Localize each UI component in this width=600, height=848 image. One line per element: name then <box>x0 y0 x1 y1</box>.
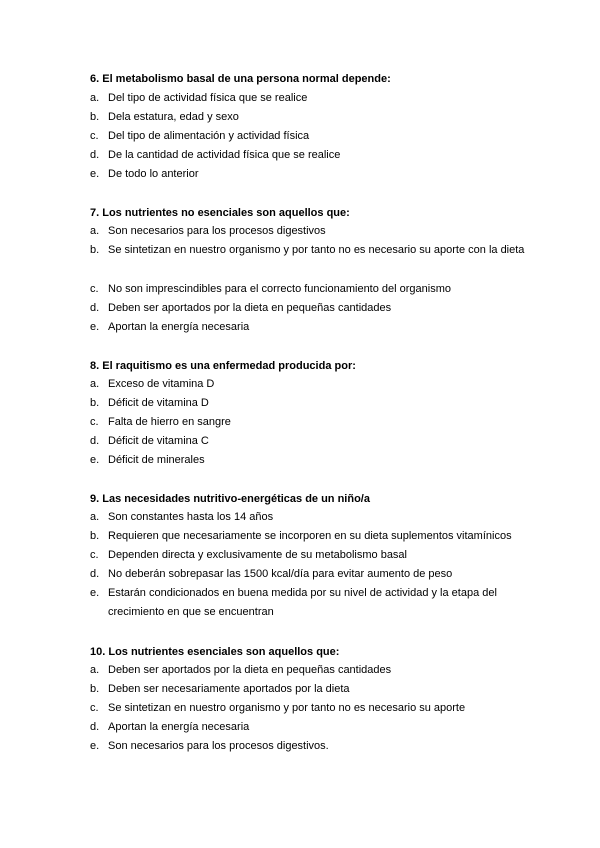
option-letter: d. <box>90 568 100 580</box>
option-letter: b. <box>90 397 100 409</box>
option-letter: a. <box>90 664 100 676</box>
option-letter: b. <box>90 111 100 123</box>
option-text: Son necesarios para los procesos digestivos <box>108 225 326 237</box>
option-text: No deberán sobrepasar las 1500 kcal/día para evitar aumento de peso <box>108 568 453 580</box>
option-letter: c. <box>90 702 99 714</box>
option-letter: a. <box>90 378 100 390</box>
option-letter: d. <box>90 435 100 447</box>
option-text: Aportan la energía necesaria <box>108 721 250 733</box>
option-text: Dela estatura, edad y sexo <box>108 111 239 123</box>
option-letter: e. <box>90 587 100 599</box>
option-text: Dependen directa y exclusivamente de su metabolismo basal <box>108 549 407 561</box>
question-title: 6. El metabolismo basal de una persona normal depende: <box>90 73 391 85</box>
option-text: Deben ser aportados por la dieta en pequeñas cantidades <box>108 664 392 676</box>
question-title: 7. Los nutrientes no esenciales son aquellos que: <box>90 207 350 219</box>
option-letter: b. <box>90 244 100 256</box>
option-text: Se sintetizan en nuestro organismo y por tanto no es necesario su aporte <box>108 702 466 714</box>
option-letter: d. <box>90 149 100 161</box>
option-text: Son constantes hasta los 14 años <box>108 511 274 523</box>
option-text: Requieren que necesariamente se incorporen en su dieta suplementos vitamínicos <box>108 530 512 542</box>
option-text: Se sintetizan en nuestro organismo y por tanto no es necesario su aporte con la dieta <box>108 244 525 256</box>
question-title: 9. Las necesidades nutritivo-energéticas de un niño/a <box>90 493 370 505</box>
option-text: Déficit de vitamina C <box>108 435 209 447</box>
option-letter: d. <box>90 302 100 314</box>
option-letter: a. <box>90 92 100 104</box>
option-letter: c. <box>90 283 99 295</box>
option-letter: b. <box>90 530 100 542</box>
option-letter: c. <box>90 130 99 142</box>
question-title: 10. Los nutrientes esenciales son aquellos que: <box>90 646 340 658</box>
option-text: Estarán condicionados en buena medida por su nivel de actividad y la etapa del crecimiento en que se encuentran <box>108 587 497 619</box>
option-text: Deben ser necesariamente aportados por la dieta <box>108 683 350 695</box>
option-text: Exceso de vitamina D <box>108 378 215 390</box>
option-letter: e. <box>90 321 100 333</box>
option-text: Déficit de minerales <box>108 454 205 466</box>
option-text: Del tipo de actividad física que se realice <box>108 92 308 104</box>
option-letter: a. <box>90 511 100 523</box>
option-text: Falta de hierro en sangre <box>108 416 231 428</box>
option-text: De la cantidad de actividad física que se realice <box>108 149 341 161</box>
option-text: De todo lo anterior <box>108 168 199 180</box>
option-text: No son imprescindibles para el correcto funcionamiento del organismo <box>108 283 452 295</box>
option-letter: b. <box>90 683 100 695</box>
option-text: Déficit de vitamina D <box>108 397 209 409</box>
option-text: Son necesarios para los procesos digestivos. <box>108 740 329 752</box>
option-letter: a. <box>90 225 100 237</box>
option-letter: e. <box>90 168 100 180</box>
option-letter: c. <box>90 416 99 428</box>
option-letter: d. <box>90 721 100 733</box>
option-text: Deben ser aportados por la dieta en pequeñas cantidades <box>108 302 392 314</box>
option-letter: c. <box>90 549 99 561</box>
option-letter: e. <box>90 740 100 752</box>
option-text: Aportan la energía necesaria <box>108 321 250 333</box>
option-letter: e. <box>90 454 100 466</box>
question-title: 8. El raquitismo es una enfermedad producida por: <box>90 360 356 372</box>
option-text: Del tipo de alimentación y actividad física <box>108 130 310 142</box>
